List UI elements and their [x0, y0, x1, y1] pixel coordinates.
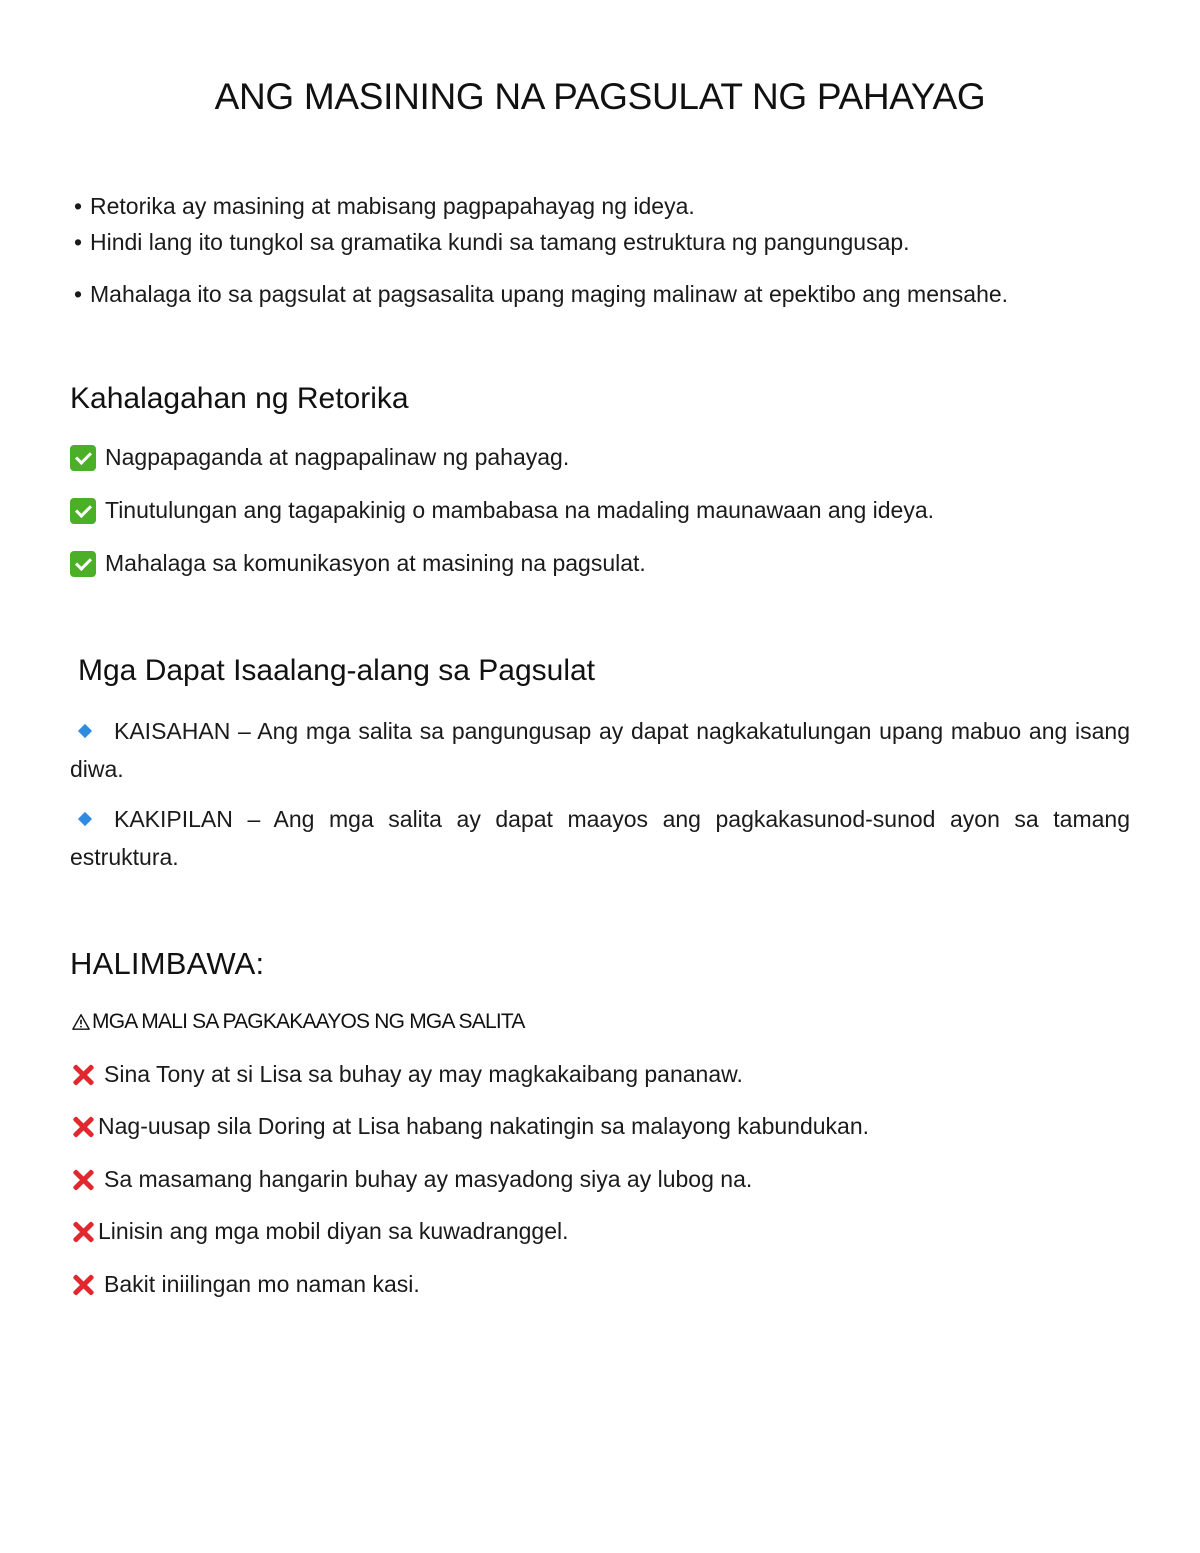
warning-text: MGA MALI SA PAGKAKAAYOS NG MGA SALITA [92, 1010, 525, 1033]
section-heading-halimbawa: HALIMBAWA: [70, 946, 265, 981]
list-item [70, 1166, 752, 1193]
list-item-text: Nagpapaganda at nagpapalinaw ng pahayag. [105, 444, 570, 470]
list-item [70, 1271, 420, 1298]
list-item [70, 1061, 743, 1088]
bullet-dot: • [74, 193, 83, 219]
cross-mark-icon [70, 1167, 96, 1193]
list-item-text: Bakit iniilingan mo naman kasi. [104, 1271, 420, 1297]
check-mark-icon [70, 551, 96, 577]
list-item [70, 1218, 569, 1245]
small-blue-diamond-icon [78, 724, 92, 738]
intro-bullet-text: Hindi lang ito tungkol sa gramatika kundi sa tamang estruktura ng pangungusap. [90, 229, 910, 255]
warning-icon [72, 1013, 90, 1031]
list-item [70, 800, 1130, 876]
warning-label [72, 1010, 525, 1034]
cross-mark-icon [70, 1219, 96, 1245]
list-item [70, 550, 646, 577]
cross-mark-icon [70, 1062, 96, 1088]
list-item-text: KAKIPILAN – Ang mga salita ay dapat maayos ang pagkakasunod-sunod ayon sa tamang estruktura. [70, 806, 1130, 870]
list-item-text: Linisin ang mga mobil diyan sa kuwadranggel. [98, 1218, 569, 1244]
section-heading-dapat-isaalang-alang: Mga Dapat Isaalang-alang sa Pagsulat [78, 654, 596, 687]
small-blue-diamond-icon [78, 812, 92, 826]
list-item [70, 444, 569, 471]
list-item-text: Mahalaga sa komunikasyon at masining na pagsulat. [105, 550, 646, 576]
check-mark-icon [70, 445, 96, 471]
list-item [70, 712, 1130, 788]
intro-bullet-text: Retorika ay masining at mabisang pagpapahayag ng ideya. [90, 193, 695, 219]
cross-mark-icon [70, 1114, 96, 1140]
cross-mark-icon [70, 1272, 96, 1298]
list-item-text: Sina Tony at si Lisa sa buhay ay may magkakaibang pananaw. [104, 1061, 743, 1087]
page-title: ANG MASINING NA PAGSULAT NG PAHAYAG [214, 76, 986, 117]
intro-bullet [74, 193, 695, 220]
section-heading-kahalagahan: Kahalagahan ng Retorika [70, 382, 409, 415]
intro-bullet [74, 229, 910, 256]
list-item-text: Tinutulungan ang tagapakinig o mambabasa na madaling maunawaan ang ideya. [105, 497, 935, 523]
bullet-dot: • [74, 229, 83, 255]
bullet-dot: • [74, 281, 83, 307]
intro-bullet [74, 281, 1008, 308]
list-item [70, 1113, 869, 1140]
intro-bullet-text: Mahalaga ito sa pagsulat at pagsasalita upang maging malinaw at epektibo ang mensahe. [90, 281, 1009, 307]
list-item-text: Nag-uusap sila Doring at Lisa habang nakatingin sa malayong kabundukan. [98, 1113, 870, 1139]
check-mark-icon [70, 498, 96, 524]
list-item-text: KAISAHAN – Ang mga salita sa pangungusap ay dapat nagkakatulungan upang mabuo ang isang diwa. [70, 718, 1130, 782]
list-item-text: Sa masamang hangarin buhay ay masyadong siya ay lubog na. [104, 1166, 753, 1192]
list-item [70, 497, 934, 524]
